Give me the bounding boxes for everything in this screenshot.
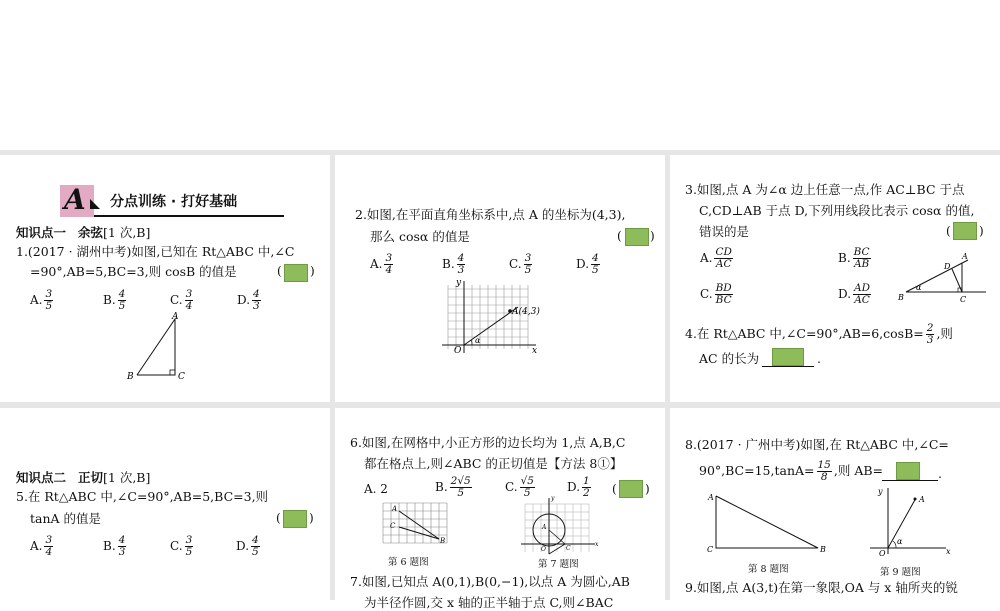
q7-line1: 7.如图,已知点 A(0,1),B(0,−1),以点 A 为圆心,AB: [350, 574, 630, 589]
q1-option-b[interactable]: B. $\frac{4}{5}$: [103, 288, 126, 312]
q6-option-d[interactable]: D. $\frac{1}{2}$: [567, 475, 590, 499]
q3-label-d: D: [944, 262, 951, 271]
q2-line1: 2.如图,在平面直角坐标系中,点 A 的坐标为(4,3),: [355, 207, 626, 222]
q7-caption: 第 7 题图: [538, 559, 579, 570]
q6-line2: 都在格点上,则∠ABC 的正切值是【方法 8①】: [364, 456, 623, 471]
q8-line1: 8.(2017 · 广州中考)如图,在 Rt△ABC 中,∠C=: [685, 437, 949, 452]
q7-circle-figure: [521, 496, 601, 556]
q9-label-o: O: [879, 549, 886, 558]
q5-option-b[interactable]: B. $\frac{4}{3}$: [103, 534, 126, 558]
kp1-heading: 知识点一 余弦[1 次,B]: [16, 225, 151, 240]
q1-paren-right: ): [310, 264, 315, 278]
q2-paren-left: (: [617, 229, 622, 243]
q5-answer-box[interactable]: [283, 510, 307, 528]
q6-label-c: C: [390, 522, 396, 530]
q3-label-c: C: [960, 295, 967, 304]
q9-caption: 第 9 题图: [880, 567, 921, 578]
q3-label-alpha: α: [916, 283, 922, 292]
q5-line2: tanA 的值是: [30, 511, 102, 526]
q3-paren-left: (: [946, 224, 951, 238]
q7-line2: 为半径作圆,交 x 轴的正半轴于点 C,则∠BAC: [364, 595, 614, 610]
q1-paren-left: (: [277, 264, 282, 278]
q3-line1: 3.如图,点 A 为∠α 边上任意一点,作 AC⊥BC 于点: [685, 182, 965, 197]
q8-label-a: A: [708, 493, 714, 502]
q2-option-c[interactable]: C. $\frac{3}{5}$: [509, 252, 532, 276]
q6-label-a: A: [392, 505, 398, 513]
q6-answer-box[interactable]: [619, 480, 643, 498]
q2-coordinate-grid-figure: [440, 279, 540, 359]
q1-answer-box[interactable]: [284, 264, 308, 282]
q3-answer-box[interactable]: [953, 222, 977, 240]
q3-option-a[interactable]: A. $\frac{CD}{AC}$: [700, 246, 732, 270]
q5-paren-left: (: [276, 511, 281, 525]
panel-bottom-left: [0, 408, 330, 600]
q6-paren-left: (: [612, 482, 617, 496]
banner-letter: A: [64, 183, 86, 216]
q5-option-c[interactable]: C. $\frac{3}{5}$: [170, 534, 193, 558]
panel-bottom-right: [670, 408, 1000, 600]
q8-caption: 第 8 题图: [748, 564, 789, 575]
q5-option-a[interactable]: A. $\frac{3}{4}$: [30, 534, 53, 558]
q8-answer-box[interactable]: [896, 462, 920, 480]
q2-line2: 那么 cosα 的值是: [370, 229, 470, 244]
q5-option-d[interactable]: D. $\frac{4}{5}$: [236, 534, 259, 558]
q6-option-c[interactable]: C. $\frac{√5}{5}$: [505, 475, 534, 499]
q9-label-y: y: [878, 487, 883, 496]
q3-label-a: A: [962, 252, 968, 261]
q2-alpha-label: α: [475, 336, 481, 345]
panel-top-left: [0, 155, 330, 402]
q1-line1: 1.(2017 · 湖州中考)如图,已知在 Rt△ABC 中,∠C: [16, 244, 295, 259]
q2-origin-label: O: [454, 346, 462, 356]
q4-line2: AC 的长为: [699, 351, 760, 366]
q2-y-label: y: [456, 278, 462, 288]
q3-label-b: B: [898, 293, 904, 302]
q9-line1: 9.如图,点 A(3,t)在第一象限,OA 与 x 轴所夹的锐: [685, 580, 958, 595]
q6-label-b: B: [440, 537, 446, 545]
q8-label-c: C: [707, 545, 714, 554]
q6-caption: 第 6 题图: [388, 557, 429, 568]
q9-label-x: x: [946, 547, 951, 556]
q1-option-c[interactable]: C. $\frac{3}{4}$: [170, 288, 193, 312]
q3-paren-right: ): [979, 224, 984, 238]
q4-answer-underline: [762, 366, 814, 367]
q2-point-label: A(4,3): [512, 307, 540, 317]
q1-option-a[interactable]: A. $\frac{3}{5}$: [30, 288, 53, 312]
q1-label-c: C: [178, 372, 185, 382]
q5-paren-right: ): [309, 511, 314, 525]
panel-bottom-middle: [335, 408, 665, 610]
q6-option-b[interactable]: B. $\frac{2√5}{5}$: [435, 475, 471, 499]
q1-option-d[interactable]: D. $\frac{4}{3}$: [237, 288, 260, 312]
q9-label-alpha: α: [897, 537, 903, 546]
q7-label-c: C: [566, 545, 571, 552]
q3-option-d[interactable]: D. $\frac{AD}{AC}$: [838, 282, 871, 306]
q7-label-y: y: [551, 495, 555, 502]
q2-option-b[interactable]: B. $\frac{4}{3}$: [442, 252, 465, 276]
q4-answer-box[interactable]: [772, 348, 804, 366]
q8-label-b: B: [820, 545, 826, 554]
q8-triangle-figure: [708, 492, 828, 552]
q9-axes-figure: [868, 486, 953, 556]
q8-line2: 90°,BC=15,tanA= $\frac{15}{8}$ ,则 AB=: [699, 459, 884, 483]
q1-triangle-figure: [125, 313, 195, 383]
q7-label-o: O: [541, 546, 546, 553]
q2-answer-box[interactable]: [625, 228, 649, 246]
q3-triangle-figure: [900, 250, 990, 305]
q8-end: .: [938, 466, 942, 481]
panel-top-right: [670, 155, 1000, 402]
q1-line2: =90°,AB=5,BC=3,则 cosB 的值是: [30, 264, 237, 279]
q4-end: .: [817, 351, 821, 366]
section-banner: [60, 185, 286, 217]
q5-line1: 5.在 Rt△ABC 中,∠C=90°,AB=5,BC=3,则: [16, 489, 269, 504]
q6-paren-right: ): [645, 482, 650, 496]
q6-line1: 6.如图,在网格中,小正方形的边长均为 1,点 A,B,C: [350, 435, 626, 450]
kp2-heading: 知识点二 正切[1 次,B]: [16, 470, 151, 485]
q2-option-d[interactable]: D. $\frac{4}{5}$: [576, 252, 599, 276]
q1-label-b: B: [127, 372, 134, 382]
q7-label-x: x: [595, 541, 599, 548]
q7-label-a: A: [542, 524, 547, 531]
q1-label-a: A: [172, 312, 179, 322]
q2-paren-right: ): [650, 229, 655, 243]
q4-line1: 4.在 Rt△ABC 中,∠C=90°,AB=6,cosB= $\frac{2}{3}$ ,则: [685, 322, 953, 346]
banner-title: 分点训练 · 打好基础: [110, 194, 238, 210]
q2-x-label: x: [532, 346, 538, 356]
q2-option-a[interactable]: A. $\frac{3}{4}$: [370, 252, 393, 276]
q9-label-a: A: [919, 495, 925, 504]
q6-grid-figure: [381, 501, 451, 551]
q3-line3: 错误的是: [699, 224, 750, 239]
q6-option-a[interactable]: A. 2: [364, 482, 388, 496]
q3-option-b[interactable]: B. $\frac{BC}{AB}$: [838, 246, 870, 270]
q3-line2: C,CD⊥AB 于点 D,下列用线段比表示 cosα 的值,: [699, 203, 975, 218]
panel-top-middle: [335, 155, 665, 402]
q8-answer-underline: [882, 480, 938, 481]
q3-option-c[interactable]: C. $\frac{BD}{BC}$: [700, 282, 732, 306]
